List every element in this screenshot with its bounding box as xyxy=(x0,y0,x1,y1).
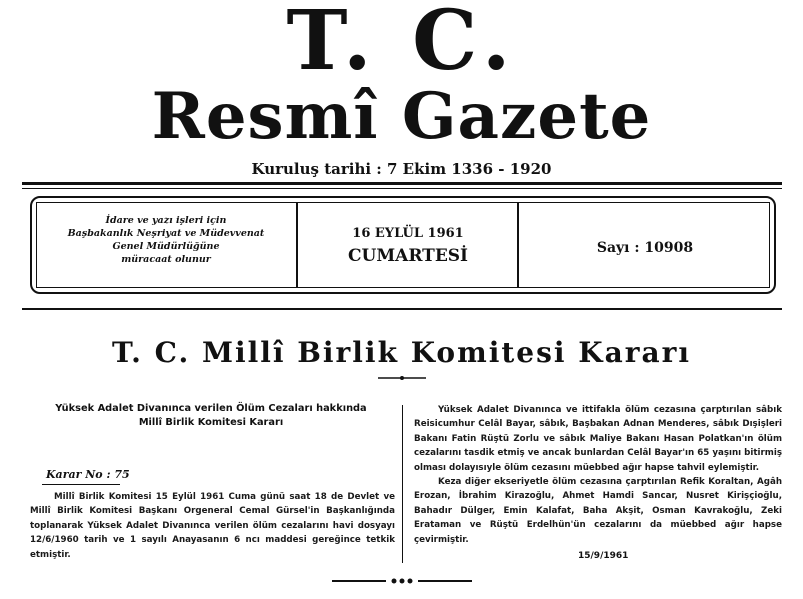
info-box-divider-left xyxy=(296,202,298,288)
left-title-line-2: Millî Birlik Komitesi Kararı xyxy=(138,417,284,428)
decision-number-underline xyxy=(42,484,120,485)
column-separator xyxy=(402,405,403,563)
decision-headline: T. C. Millî Birlik Komitesi Kararı xyxy=(111,336,692,369)
bottom-ornament xyxy=(332,576,472,586)
right-column-body xyxy=(414,403,782,547)
right-body-paragraph-2: Keza diğer ekseriyetle ölüm cezasına çarptırılan Refik Koraltan, Agâh Erozan, İbrahim Kirazoğlu, Ahmet Hamdi Sancar, Nusret Kirişçioğlu, Bahadır Dülger, Emin Kalafat, Baha Akşit, Osman Kavrakoğlu, Zeki Erataman ve Rüştü Erdelhün'ün cezalarını da müebbed ağır hapse çevirmiştir. xyxy=(414,477,782,545)
top-rule-thick xyxy=(22,182,782,185)
issue-weekday: CUMARTESİ xyxy=(347,246,469,266)
headline-ornament xyxy=(376,372,428,384)
left-title-line-1: Yüksek Adalet Divanınca verilen Ölüm Cezaları hakkında xyxy=(55,403,367,414)
admin-line: Genel Müdürlüğüne xyxy=(112,241,220,252)
right-body-paragraph-1: Yüksek Adalet Divanınca ve ittifakla ölüm cezasına çarptırılan sâbık Reisicumhur Celâl Bayar, sâbık, Başbakan Adnan Menderes, sâbık Dışişleri Bakanı Fatin Rüştü Zorlu ve sâbık Maliye Bakanı Hasan Polatkan'ın ölüm cezalarını tasdik etmiş ve ancak bunlardan Celâl Bayar'ın 65 yaşını bitirmiş olması dolayısıyle ölüm cezasını müebbed ağır hapse tahvil eylemiştir. xyxy=(414,405,782,473)
admin-line: Başbakanlık Neşriyat ve Müdevvenat xyxy=(67,228,265,239)
left-body-paragraph: Millî Birlik Komitesi 15 Eylül 1961 Cuma günü saat 18 de Devlet ve Millî Birlik Komitesi Başkanı Orgeneral Cemal Gürsel'in Başkanlığında toplanarak Yüksek Adalet Divanınca verilen ölüm cezalarını havi dosyayı 12/6/1960 tarih ve 1 sayılı Anayasanın 6 ncı maddesi gereğince tetkik etmiştir. xyxy=(30,492,395,560)
left-column-body xyxy=(30,490,395,562)
admin-line: müracaat olunur xyxy=(121,254,211,265)
decision-number: Karar No : 75 xyxy=(46,468,130,481)
admin-contact-note xyxy=(44,214,288,266)
issue-number: Sayı : 10908 xyxy=(596,240,694,256)
left-column-title xyxy=(30,402,392,430)
signature-date: 15/9/1961 xyxy=(578,551,629,561)
issue-date: 16 EYLÜL 1961 xyxy=(352,226,464,241)
top-rule-thin xyxy=(22,188,782,189)
info-box-divider-right xyxy=(517,202,519,288)
box-bottom-rule xyxy=(22,308,782,310)
masthead-title: Resmî Gazete xyxy=(151,79,652,154)
masthead-tc: T. C. xyxy=(286,0,517,89)
admin-line: İdare ve yazı işleri için xyxy=(105,215,227,226)
founding-date: Kuruluş tarihi : 7 Ekim 1336 - 1920 xyxy=(251,160,552,178)
